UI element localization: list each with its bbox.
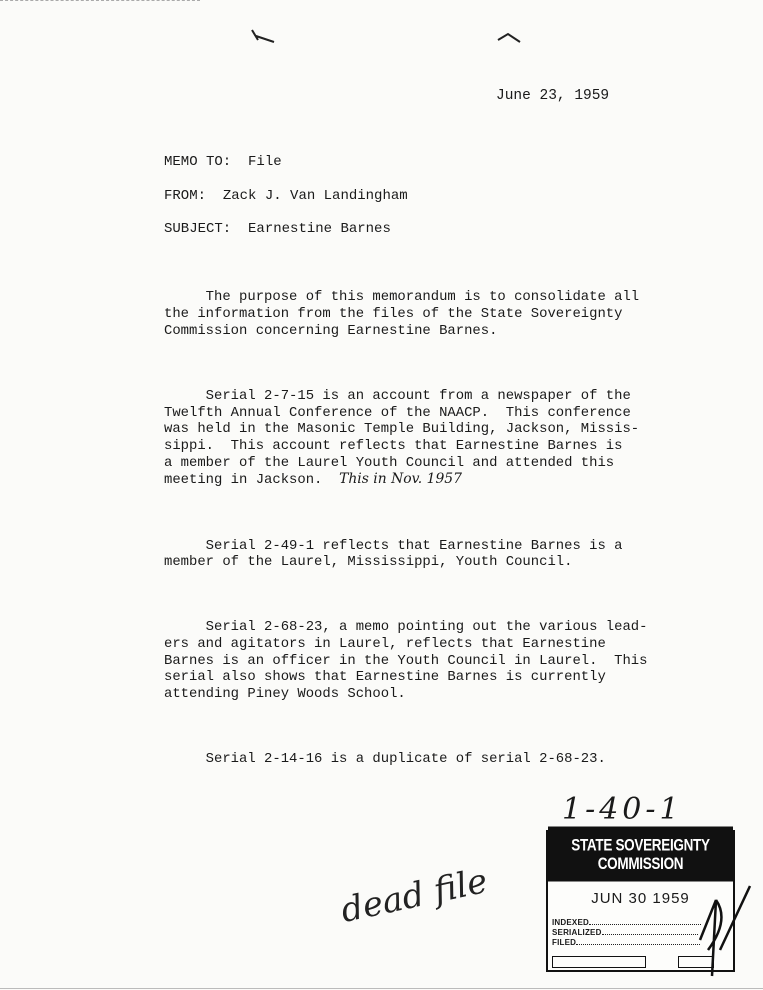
- memo-paragraph-text: Serial 2-7-15 is an account from a newspaper of the Twelfth Annual Conference of the NAACP. This conference was held in the Masonic Temple Building, Jackson, Missis- sippi. This account reflects that Earnestine Barnes is a member of the Laurel Youth Council and attended this meeting in Jackson.: [164, 387, 640, 489]
- memo-paragraph: The purpose of this memorandum is to consolidate all the information from the files of the State Sovereignty Commission concerning Earnestine Barnes.: [164, 289, 640, 339]
- scan-mark-left: [250, 28, 276, 44]
- handwritten-initials: [690, 880, 754, 980]
- stamp-box-left: [552, 956, 646, 968]
- scan-mark-right: [496, 30, 522, 46]
- stamp-date: JUN 30 1959: [591, 890, 690, 907]
- bottom-edge-line: [0, 988, 763, 989]
- memo-subject-label: SUBJECT:: [164, 221, 232, 237]
- stamp-file-number: 1-40-1: [562, 792, 683, 827]
- memo-body: [164, 256, 694, 816]
- memo-from-label: FROM:: [164, 188, 207, 204]
- memo-to-value: File: [248, 154, 282, 170]
- memo-to-line: [164, 154, 282, 170]
- memo-from-value: Zack J. Van Landingham: [222, 188, 408, 204]
- memo-paragraph: Serial 2-68-23, a memo pointing out the various lead- ers and agitators in Laurel, reflects that Earnestine Barnes is an officer in the Youth Council in Laurel. This serial also shows that Earnestine Barnes is currently attending Piney Woods School.: [164, 619, 648, 703]
- memo-to-label: MEMO TO:: [164, 154, 232, 170]
- memo-date: June 23, 1959: [496, 88, 610, 104]
- stamp-field-indexed: INDEXED: [552, 918, 701, 927]
- stamp-field-serialized: SERIALIZED: [552, 928, 698, 937]
- memo-from-line: [164, 188, 408, 204]
- handwritten-note: This in Nov. 1957: [339, 471, 462, 488]
- top-edge-mark: [0, 0, 200, 1]
- dead-file-annotation: dead file: [337, 861, 491, 931]
- memo-paragraph: [164, 388, 694, 489]
- memo-paragraph: Serial 2-49-1 reflects that Earnestine Barnes is a member of the Laurel, Mississippi, Youth Council.: [164, 537, 623, 571]
- memo-subject-line: [164, 221, 391, 237]
- memo-subject-value: Earnestine Barnes: [248, 221, 391, 237]
- stamp-title: STATE SOVEREIGNTY COMMISSION: [548, 827, 733, 882]
- stamp-field-filed: FILED: [552, 938, 700, 947]
- memo-paragraph: Serial 2-14-16 is a duplicate of serial 2-68-23.: [164, 751, 606, 768]
